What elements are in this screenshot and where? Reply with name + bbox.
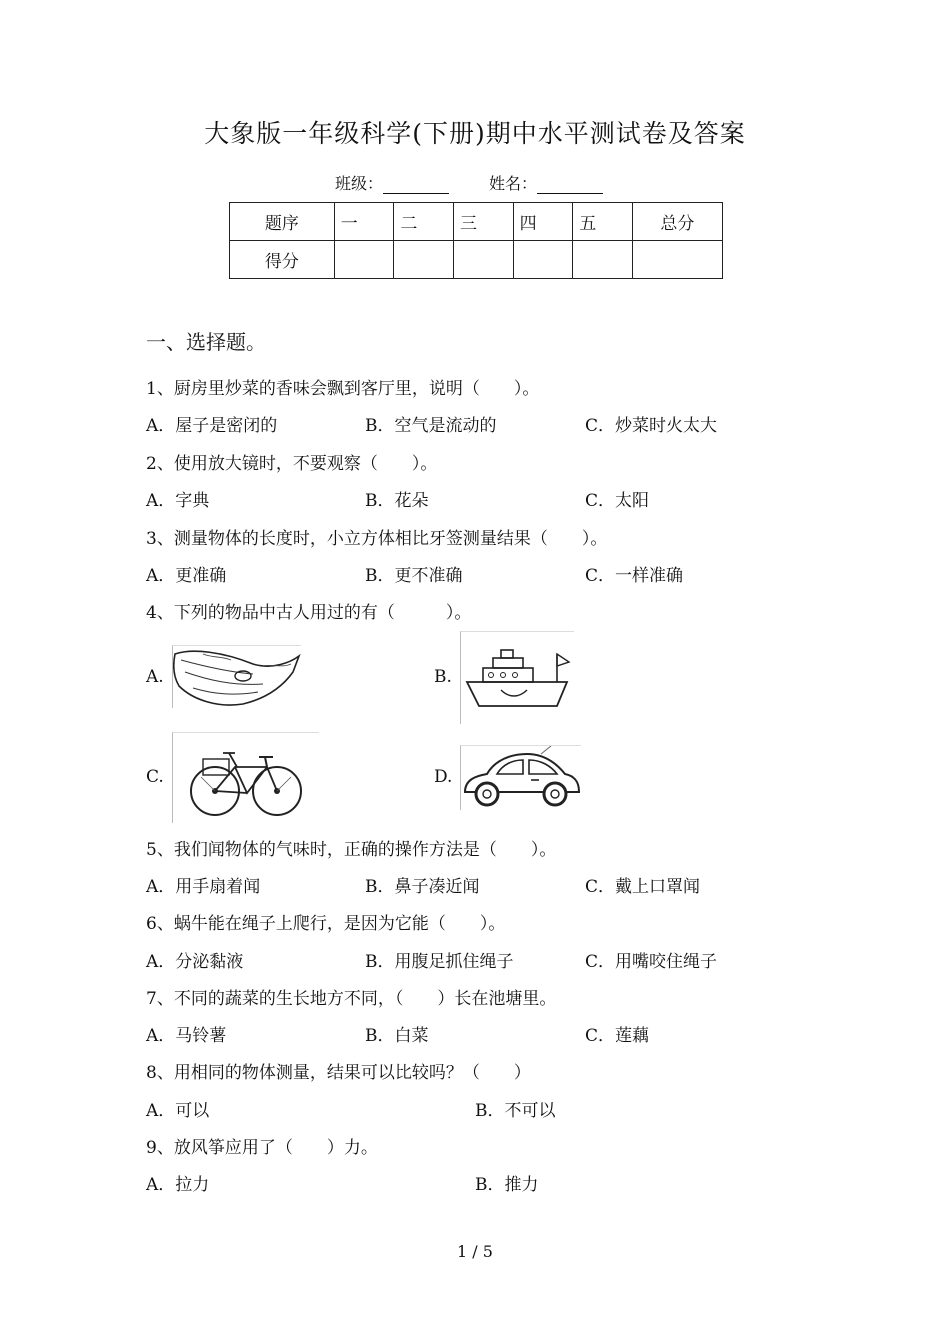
score-cell[interactable] [573, 241, 633, 279]
score-header-cell: 二 [394, 203, 454, 241]
score-header-cell: 四 [513, 203, 573, 241]
name-blank[interactable] [537, 177, 603, 194]
q1-option-a[interactable]: A．屋子是密闭的 [146, 416, 278, 436]
score-table [229, 202, 723, 279]
q6-option-b[interactable]: B．用腹足抓住绳子 [365, 952, 514, 972]
q5-option-c[interactable]: C．戴上口罩闻 [585, 877, 701, 897]
question-3: 3、测量物体的长度时，小立方体相比牙签测量结果（ ）。 [146, 529, 608, 549]
q7-option-a[interactable]: A．马铃薯 [146, 1026, 227, 1046]
score-header-cell: 总分 [632, 203, 722, 241]
stone-tool-icon[interactable] [172, 645, 301, 708]
question-8: 8、用相同的物体测量，结果可以比较吗？（ ） [146, 1063, 531, 1083]
q9-option-a[interactable]: A．拉力 [146, 1175, 210, 1195]
q5-option-a[interactable]: A．用手扇着闻 [146, 877, 261, 897]
q7-option-b[interactable]: B．白菜 [365, 1026, 429, 1046]
q6-option-c[interactable]: C．用嘴咬住绳子 [585, 952, 718, 972]
class-blank[interactable] [383, 177, 449, 194]
q1-option-c[interactable]: C．炒菜时火太大 [585, 416, 718, 436]
question-9: 9、放风筝应用了（ ）力。 [146, 1138, 378, 1158]
score-row-label: 得分 [230, 241, 335, 279]
question-7: 7、不同的蔬菜的生长地方不同，（ ）长在池塘里。 [146, 989, 557, 1009]
score-cell[interactable] [632, 241, 722, 279]
score-cell[interactable] [453, 241, 513, 279]
car-icon[interactable] [460, 745, 581, 810]
question-6: 6、蜗牛能在绳子上爬行，是因为它能（ ）。 [146, 914, 506, 934]
score-cell[interactable] [394, 241, 454, 279]
score-cell[interactable] [513, 241, 573, 279]
page-title: 大象版一年级科学(下册)期中水平测试卷及答案 [204, 119, 746, 148]
q3-option-a[interactable]: A．更准确 [146, 566, 227, 586]
q5-option-b[interactable]: B．鼻子凑近闻 [365, 877, 480, 897]
question-2: 2、使用放大镜时，不要观察（ ）。 [146, 454, 438, 474]
q8-option-b[interactable]: B．不可以 [475, 1101, 556, 1121]
q4-option-c-label[interactable]: C. [146, 767, 164, 787]
q2-option-a[interactable]: A．字典 [146, 491, 210, 511]
q6-option-a[interactable]: A．分泌黏液 [146, 952, 244, 972]
name-field [489, 171, 603, 194]
section-heading: 一、选择题。 [146, 330, 266, 354]
q9-option-b[interactable]: B．推力 [475, 1175, 539, 1195]
q4-option-d-label[interactable]: D. [434, 767, 453, 787]
score-header-cell: 五 [573, 203, 633, 241]
question-1: 1、厨房里炒菜的香味会飘到客厅里，说明（ ）。 [146, 379, 540, 399]
q8-option-a[interactable]: A．可以 [146, 1101, 210, 1121]
q2-option-c[interactable]: C．太阳 [585, 491, 650, 511]
q4-option-a-label[interactable]: A. [146, 667, 164, 687]
name-label: 姓名： [489, 174, 538, 193]
q3-option-b[interactable]: B．更不准确 [365, 566, 463, 586]
page-number: 1 / 5 [457, 1242, 493, 1261]
score-header-cell: 三 [453, 203, 513, 241]
ship-icon[interactable] [460, 631, 574, 724]
q4-option-b-label[interactable]: B. [434, 667, 452, 687]
q1-option-b[interactable]: B．空气是流动的 [365, 416, 497, 436]
score-table-score-row [230, 241, 723, 279]
score-cell[interactable] [334, 241, 394, 279]
bicycle-icon[interactable] [172, 732, 319, 823]
q2-option-b[interactable]: B．花朵 [365, 491, 429, 511]
q3-option-c[interactable]: C．一样准确 [585, 566, 684, 586]
score-header-cell: 一 [334, 203, 394, 241]
class-label: 班级： [335, 174, 384, 193]
question-4: 4、下列的物品中古人用过的有（ ）。 [146, 603, 472, 623]
score-table-header-row [230, 203, 723, 241]
q7-option-c[interactable]: C．莲藕 [585, 1026, 650, 1046]
question-5: 5、我们闻物体的气味时，正确的操作方法是（ ）。 [146, 840, 557, 860]
class-field [335, 171, 449, 194]
score-header-cell: 题序 [230, 203, 335, 241]
